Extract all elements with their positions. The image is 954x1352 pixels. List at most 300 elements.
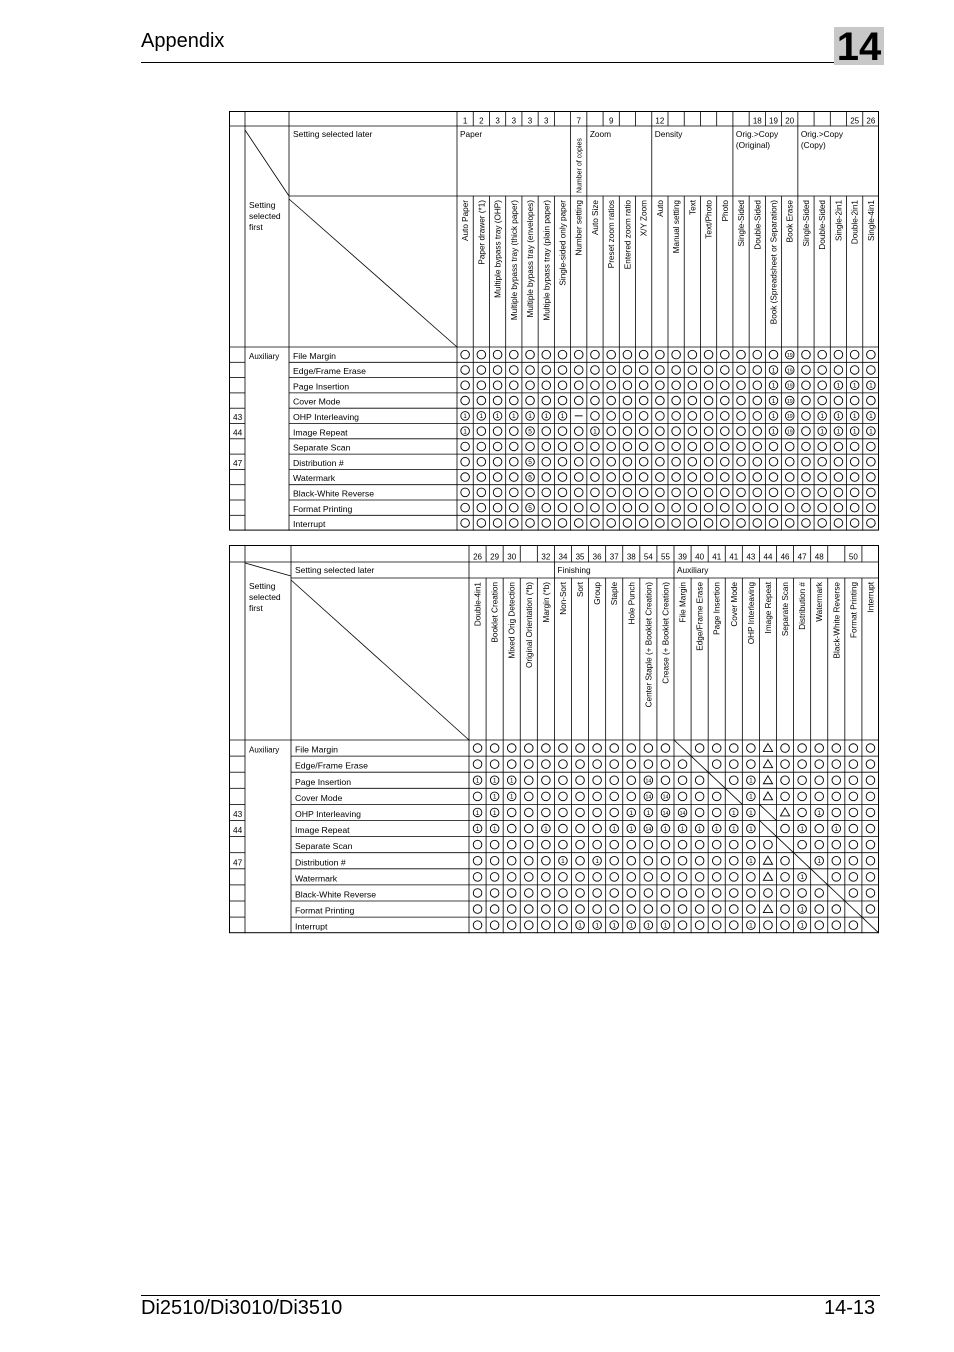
compatible-mark [477, 503, 486, 512]
compatible-mark [490, 744, 499, 753]
function-number: 18 [752, 116, 762, 126]
note-number: 1 [817, 809, 822, 817]
compatible-mark [574, 350, 583, 359]
compatible-mark [493, 366, 502, 375]
column-label: Margin (*b) [541, 582, 551, 623]
compatible-mark [493, 457, 502, 466]
function-number: 1 [462, 116, 468, 126]
compatible-mark [753, 350, 762, 359]
compatible-mark [850, 473, 859, 482]
compatible-mark [695, 792, 704, 801]
same-function-diagonal [794, 853, 811, 869]
compatible-mark [490, 873, 499, 882]
compatible-mark [737, 427, 746, 436]
compatible-mark [607, 488, 616, 497]
note-number: 19 [786, 352, 793, 359]
compatible-mark [753, 473, 762, 482]
compatible-mark [849, 808, 858, 817]
compatible-mark [721, 396, 730, 405]
compatible-mark [866, 824, 875, 833]
same-function-diagonal [759, 821, 776, 837]
column-label: Single-Sided [737, 200, 747, 247]
compatible-mark [712, 840, 721, 849]
compatible-mark [574, 381, 583, 390]
column-label: Cover Mode [729, 582, 739, 627]
compatible-mark [558, 350, 567, 359]
compatible-mark [818, 350, 827, 359]
compatible-mark [695, 889, 704, 898]
function-number: 34 [558, 552, 568, 562]
note-number: 1 [749, 825, 753, 833]
note-number: 19 [786, 429, 793, 436]
compatible-mark [627, 792, 636, 801]
group-label: Density [654, 129, 683, 139]
group-label: Paper [460, 129, 483, 139]
compatible-mark [526, 442, 535, 451]
compatible-mark [753, 519, 762, 528]
conditional-mark [763, 905, 772, 913]
compatible-mark [785, 457, 794, 466]
note-number: 1 [836, 413, 841, 421]
compatible-mark [721, 366, 730, 375]
compatible-mark [672, 488, 681, 497]
compatible-mark [558, 427, 567, 436]
compatible-mark [623, 396, 632, 405]
column-label: Format Printing [849, 582, 859, 638]
compatible-mark [818, 503, 827, 512]
note-number: 1 [820, 413, 825, 421]
compatible-mark [493, 381, 502, 390]
compatible-mark [753, 488, 762, 497]
function-number: 2 [479, 116, 484, 126]
compatible-mark [798, 760, 807, 769]
compatible-mark [493, 488, 502, 497]
function-number: 44 [763, 552, 773, 562]
compatible-mark [704, 488, 713, 497]
conditional-mark [763, 744, 772, 752]
function-number: 26 [866, 116, 876, 126]
compatible-mark [524, 744, 533, 753]
note-number: 19 [786, 383, 793, 390]
compatible-mark [764, 840, 773, 849]
function-number: 41 [712, 552, 722, 562]
compatible-mark [785, 503, 794, 512]
compatible-mark [473, 760, 482, 769]
compatible-mark [849, 744, 858, 753]
compatible-mark [639, 488, 648, 497]
column-label: X/Y Zoom [639, 200, 649, 237]
column-label: Double-Sided [753, 200, 763, 250]
compatible-mark [644, 744, 653, 753]
function-number: 48 [814, 552, 824, 562]
same-function-diagonal [777, 837, 794, 853]
compatible-mark [672, 519, 681, 528]
compatible-mark [627, 905, 636, 914]
note-number: 1 [663, 825, 668, 833]
compatible-mark [672, 427, 681, 436]
compatible-mark [661, 744, 670, 753]
compatible-mark [672, 412, 681, 421]
compatible-mark [737, 396, 746, 405]
compatible-mark [721, 503, 730, 512]
compatible-mark [704, 350, 713, 359]
compatible-mark [785, 519, 794, 528]
compatible-mark [712, 856, 721, 865]
compatible-mark [737, 381, 746, 390]
column-label: Separate Scan [781, 582, 791, 637]
note-number: 1 [771, 397, 776, 405]
same-function-diagonal [862, 917, 879, 933]
compatible-mark [591, 381, 600, 390]
compatible-mark [695, 856, 704, 865]
compatible-mark [695, 840, 704, 849]
row-label: Image Repeat [295, 825, 350, 836]
row-function-number: 44 [233, 427, 243, 438]
compatible-mark [769, 519, 778, 528]
compatible-mark [769, 488, 778, 497]
compatible-mark [867, 366, 876, 375]
compatible-mark [524, 824, 533, 833]
compatible-mark [867, 519, 876, 528]
compatible-mark [461, 488, 470, 497]
compatible-mark [477, 381, 486, 390]
group-label: Finishing [557, 565, 591, 575]
compatible-mark [678, 889, 687, 898]
note-number: 1 [869, 413, 873, 421]
row-label: Image Repeat [293, 427, 348, 438]
column-label: Mixed Orig Detection [507, 582, 517, 659]
note-number: 1 [646, 922, 651, 930]
compatible-mark [781, 921, 790, 930]
compatible-mark [798, 840, 807, 849]
compatible-mark [576, 889, 585, 898]
compatible-mark [781, 889, 790, 898]
column-label: Distribution # [798, 582, 808, 630]
compatible-mark [798, 792, 807, 801]
compatible-mark [753, 503, 762, 512]
compatibility-table-2 [229, 545, 879, 934]
compatible-mark [781, 744, 790, 753]
function-number: 3 [511, 116, 517, 126]
compatible-mark [576, 760, 585, 769]
header-diagonal [291, 580, 469, 740]
compatible-mark [866, 808, 875, 817]
row-label: Interrupt [295, 921, 328, 932]
column-label: Page Insertion [712, 582, 722, 635]
compatible-mark [593, 873, 602, 882]
function-number: 29 [490, 552, 500, 562]
compatible-mark [721, 519, 730, 528]
compatible-mark [559, 792, 568, 801]
compatible-mark [524, 905, 533, 914]
note-number: 1 [731, 825, 736, 833]
compatibility-table-1 [229, 111, 879, 531]
compatible-mark [747, 905, 756, 914]
compatible-mark [849, 840, 858, 849]
compatible-mark [473, 856, 482, 865]
function-number: 38 [626, 552, 636, 562]
compatible-mark [721, 350, 730, 359]
function-number: 54 [643, 552, 653, 562]
compatible-mark [815, 921, 824, 930]
compatible-mark [510, 488, 519, 497]
compatible-mark [818, 442, 827, 451]
compatible-mark [678, 776, 687, 785]
compatible-mark [559, 744, 568, 753]
note-number: 1 [817, 858, 822, 866]
row-label: File Margin [293, 350, 336, 361]
note-number: 1 [852, 382, 857, 390]
compatible-mark [576, 840, 585, 849]
note-number: 14 [662, 794, 669, 801]
compatible-mark [593, 824, 602, 833]
compatible-mark [815, 776, 824, 785]
compatible-mark [802, 503, 811, 512]
column-label: Single-2in1 [834, 200, 844, 241]
compatible-mark [737, 473, 746, 482]
row-label: Black-White Reverse [293, 488, 375, 499]
first-label: selected [249, 592, 281, 602]
column-label: Auto Paper [461, 200, 471, 241]
row-label: Watermark [295, 873, 338, 884]
compatible-mark [559, 921, 568, 930]
group-label: Orig.>Copy [800, 129, 844, 139]
first-label: first [249, 603, 263, 613]
compatible-mark [832, 921, 841, 930]
column-label: Text [688, 200, 698, 216]
group-label: Zoom [589, 129, 612, 139]
compatible-mark [477, 488, 486, 497]
note-number: 5 [528, 459, 532, 467]
row-function-number: 43 [233, 809, 243, 819]
row-label: Edge/Frame Erase [295, 760, 368, 771]
note-number: 1 [528, 413, 532, 421]
compatible-mark [764, 921, 773, 930]
compatible-mark [712, 760, 721, 769]
column-label: Manual setting [672, 200, 682, 254]
compatible-mark [815, 889, 824, 898]
compatible-mark [721, 488, 730, 497]
column-label: Auto [655, 200, 665, 217]
note-number: 1 [714, 825, 719, 833]
compatible-mark [695, 873, 704, 882]
compatible-mark [510, 381, 519, 390]
compatible-mark [639, 412, 648, 421]
compatible-mark [610, 760, 619, 769]
compatible-mark [818, 488, 827, 497]
note-number: 1 [646, 809, 651, 817]
function-number: 37 [609, 552, 619, 562]
compatible-mark [832, 744, 841, 753]
compatible-mark [559, 824, 568, 833]
note-number: 1 [629, 825, 634, 833]
column-label: Booklet Creation [490, 582, 500, 643]
compatible-mark [769, 457, 778, 466]
compatible-mark [493, 427, 502, 436]
same-function-diagonal [828, 885, 845, 901]
compatible-mark [747, 873, 756, 882]
footer-page-number: 14-13 [824, 1297, 876, 1319]
column-label: Single-4in1 [866, 200, 876, 241]
compatible-mark [729, 744, 738, 753]
compatible-mark [627, 776, 636, 785]
column-label: Double-2in1 [850, 200, 860, 245]
compatible-mark [867, 442, 876, 451]
compatible-mark [815, 744, 824, 753]
note-number: 5 [528, 428, 532, 436]
compatible-mark [559, 776, 568, 785]
compatible-mark [802, 350, 811, 359]
compatible-mark [593, 889, 602, 898]
compatible-mark [542, 396, 551, 405]
compatible-mark [607, 396, 616, 405]
column-label: Multiple bypass tray (envelopes) [526, 200, 536, 318]
compatible-mark [729, 889, 738, 898]
compatible-mark [477, 366, 486, 375]
same-function-diagonal [759, 804, 776, 820]
compatible-mark [574, 473, 583, 482]
compatible-mark [753, 427, 762, 436]
compatible-mark [704, 396, 713, 405]
conditional-mark [780, 808, 789, 816]
row-label: Page Insertion [295, 776, 352, 787]
function-number: 26 [473, 552, 482, 562]
compatible-mark [593, 808, 602, 817]
compatible-mark [850, 350, 859, 359]
compatible-mark [574, 488, 583, 497]
column-label: Edge/Frame Erase [695, 582, 705, 651]
compatible-mark [769, 442, 778, 451]
compatible-mark [672, 503, 681, 512]
compatible-mark [867, 473, 876, 482]
note-number: 5 [528, 504, 532, 512]
compatible-mark [688, 427, 697, 436]
compatible-mark [593, 905, 602, 914]
compatible-mark [832, 760, 841, 769]
compatible-mark [461, 503, 470, 512]
note-number: 1 [852, 413, 857, 421]
compatible-mark [623, 412, 632, 421]
compatible-mark [493, 473, 502, 482]
compatible-mark [507, 856, 516, 865]
function-number: 40 [695, 552, 705, 562]
compatible-mark [721, 427, 730, 436]
function-number: 3 [544, 116, 549, 126]
column-label: Photo [720, 200, 730, 222]
compatible-mark [591, 488, 600, 497]
compatible-mark [815, 760, 824, 769]
compatible-mark [849, 889, 858, 898]
column-label: Multiple bypass tray (OHP) [493, 200, 503, 298]
compatible-mark [607, 350, 616, 359]
compatible-mark [832, 840, 841, 849]
compatible-mark [542, 808, 551, 817]
compatible-mark [507, 889, 516, 898]
compatible-mark [753, 457, 762, 466]
compatible-mark [802, 412, 811, 421]
column-label: Non-Sort [558, 582, 568, 615]
compatible-mark [524, 921, 533, 930]
column-label: Hole Punch [627, 582, 637, 625]
note-number: 19 [786, 398, 793, 405]
compatible-mark [867, 396, 876, 405]
compatible-mark [490, 889, 499, 898]
compatible-mark [591, 442, 600, 451]
same-function-diagonal [674, 740, 691, 756]
compatible-mark [704, 473, 713, 482]
compatible-mark [644, 889, 653, 898]
compatible-mark [688, 412, 697, 421]
compatible-mark [678, 873, 687, 882]
compatible-mark [542, 840, 551, 849]
compatible-mark [607, 519, 616, 528]
compatible-mark [753, 381, 762, 390]
compatible-mark [678, 840, 687, 849]
compatible-mark [721, 457, 730, 466]
compatible-mark [815, 905, 824, 914]
conditional-mark [763, 856, 772, 864]
note-number: 1 [852, 428, 857, 436]
compatible-mark [729, 776, 738, 785]
compatible-mark [461, 457, 470, 466]
compatible-mark [542, 442, 551, 451]
column-label: Image Repeat [763, 582, 773, 634]
compatible-mark [753, 396, 762, 405]
note-number: 1 [771, 367, 776, 375]
compatible-mark [785, 473, 794, 482]
compatible-mark [610, 776, 619, 785]
compatible-mark [477, 519, 486, 528]
compatible-mark [510, 366, 519, 375]
function-number: 41 [729, 552, 739, 562]
compatible-mark [656, 519, 665, 528]
compatible-mark [712, 873, 721, 882]
compatible-mark [607, 442, 616, 451]
compatible-mark [526, 519, 535, 528]
compatible-mark [753, 442, 762, 451]
compatible-mark [542, 760, 551, 769]
compatible-mark [607, 457, 616, 466]
compatible-mark [593, 792, 602, 801]
column-label: Crease (+ Booklet Creation) [661, 582, 671, 684]
compatible-mark [802, 396, 811, 405]
compatible-mark [656, 503, 665, 512]
function-number: 3 [527, 116, 533, 126]
note-number: 1 [492, 777, 497, 785]
compatible-mark [644, 856, 653, 865]
later-label: Setting selected later [293, 129, 373, 139]
note-number: 14 [679, 810, 686, 817]
row-label: Distribution # [295, 857, 346, 868]
compatible-mark [802, 488, 811, 497]
compatible-mark [729, 856, 738, 865]
compatible-mark [832, 905, 841, 914]
compatible-mark [507, 760, 516, 769]
note-number: 1 [595, 858, 599, 866]
compatible-mark [769, 350, 778, 359]
compatible-mark [695, 808, 704, 817]
compatible-mark [639, 473, 648, 482]
row-label: File Margin [295, 744, 338, 755]
function-number: 50 [848, 552, 858, 562]
compatible-mark [729, 905, 738, 914]
compatible-mark [818, 519, 827, 528]
function-number: 25 [850, 116, 860, 126]
compatible-mark [688, 442, 697, 451]
compatible-mark [753, 366, 762, 375]
compatible-mark [510, 457, 519, 466]
function-number: 19 [769, 116, 778, 126]
